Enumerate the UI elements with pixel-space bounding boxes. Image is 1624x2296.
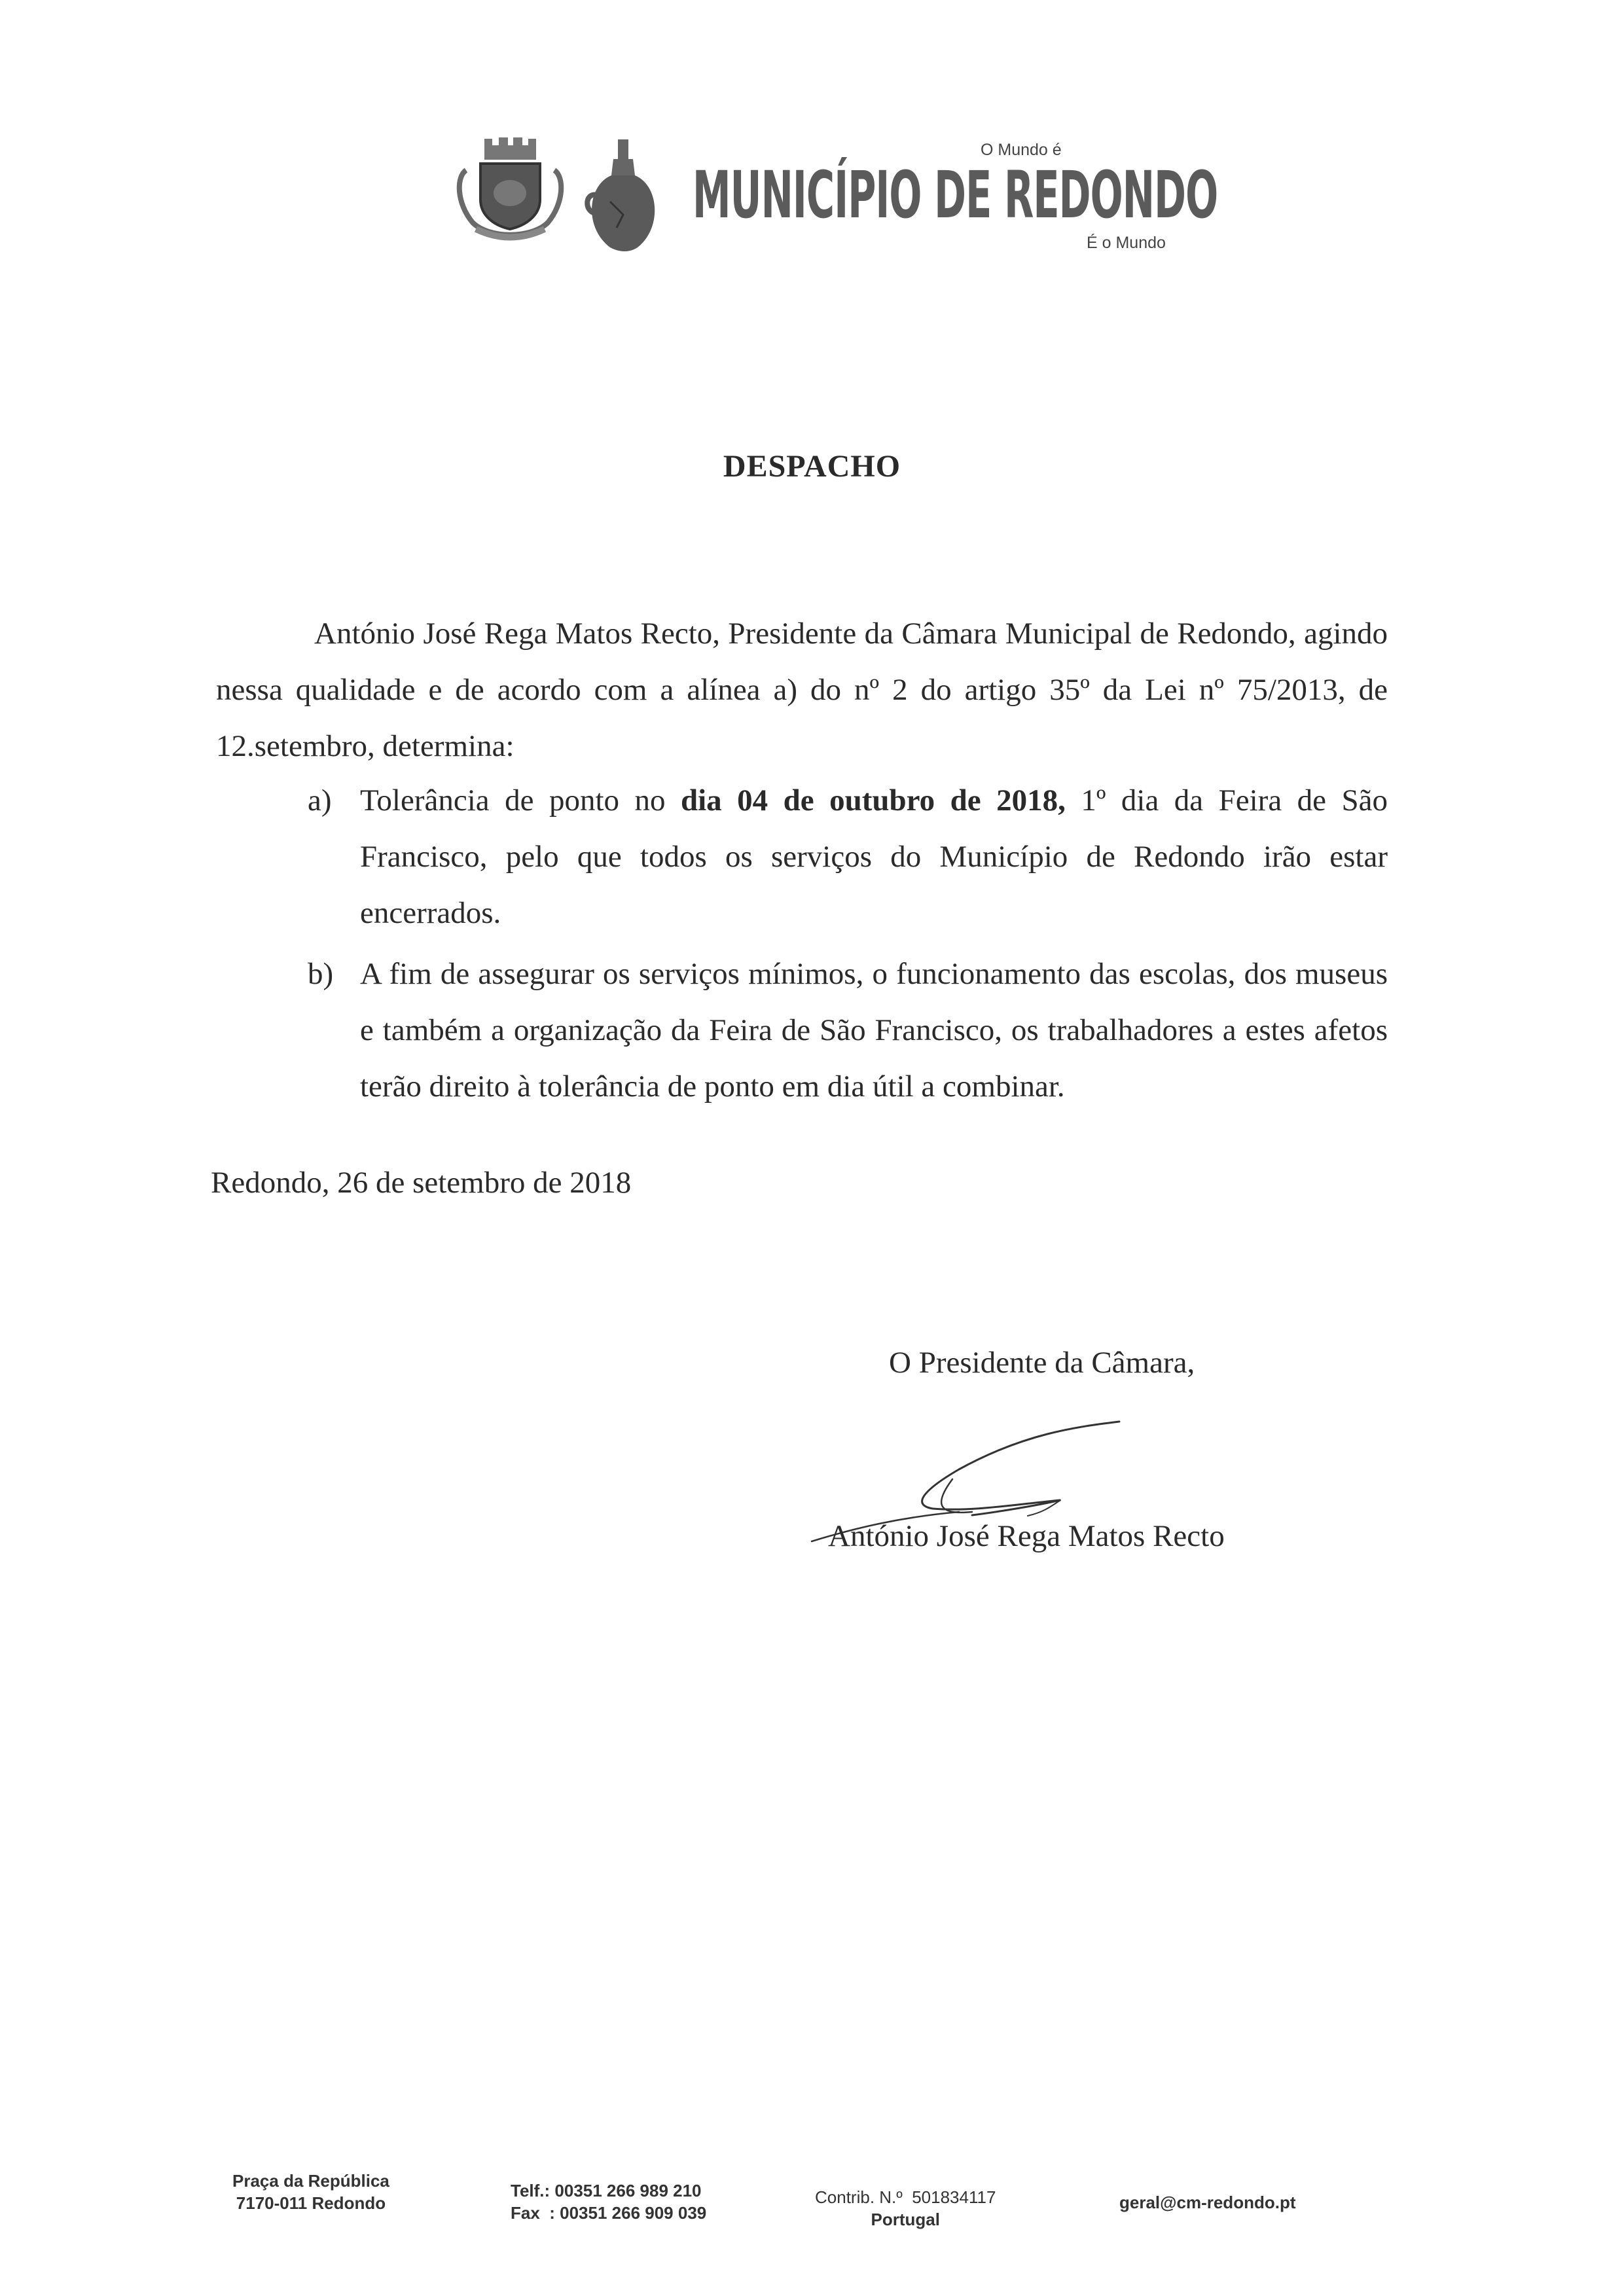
item-a-highlight-date: dia 04 de outubro de 2018, xyxy=(680,783,1066,817)
footer-tax-id: Contrib. N.º 501834117 xyxy=(815,2187,996,2207)
footer-fax: Fax : 00351 266 909 039 xyxy=(511,2203,707,2223)
footer-address-line1: Praça da República xyxy=(232,2171,389,2191)
list-item-letter: a) xyxy=(308,783,332,817)
footer-email: geral@cm-redondo.pt xyxy=(1119,2193,1296,2212)
footer-phone: Telf.: 00351 266 989 210 xyxy=(511,2181,702,2200)
footer-tax-info xyxy=(815,2186,996,2231)
document-title: DESPACHO xyxy=(723,449,901,484)
signatory-title: O Presidente da Câmara, xyxy=(889,1346,1195,1380)
municipal-crest-logo xyxy=(453,131,568,245)
list-item-letter: b) xyxy=(308,957,334,991)
intro-paragraph: António José Rega Matos Recto, Presidente da Câmara Municipal de Redondo, agindo nessa qualidade e de acordo com a alínea a) do nº 2 do artigo 35º da Lei nº 75/2013, de 12.setembro, determina: xyxy=(216,617,1388,763)
signatory-name: António José Rega Matos Recto xyxy=(828,1519,1225,1553)
footer-country: Portugal xyxy=(871,2210,940,2229)
slogan-top: O Mundo é xyxy=(981,141,1062,159)
place-and-date: Redondo, 26 de setembro de 2018 xyxy=(211,1166,632,1200)
list-item-text xyxy=(360,772,1388,941)
item-a-text-before: Tolerância de ponto no xyxy=(360,783,681,817)
list-item-a xyxy=(308,772,1388,942)
footer-address xyxy=(232,2170,389,2214)
slogan-bottom: É o Mundo xyxy=(1087,234,1166,252)
pottery-jug-logo xyxy=(584,136,662,254)
list-item-text: A fim de assegurar os serviços mínimos, o funcionamento das escolas, dos museus e também a organização da Feira de São Francisco, os trabalhadores a estes afetos terão direito à tolerância de ponto em dia útil a combinar. xyxy=(360,957,1388,1103)
item-a-text-after: 1º dia da Feira de São Francisco, pelo que todos os serviços do Município de Redondo irão estar encerrados. xyxy=(360,783,1388,930)
footer-contacts xyxy=(511,2179,706,2224)
list-item-b xyxy=(308,946,1388,1116)
brand-name: MUNICÍPIO DE REDONDO xyxy=(693,158,1218,234)
footer-address-line2: 7170-011 Redondo xyxy=(236,2193,386,2213)
